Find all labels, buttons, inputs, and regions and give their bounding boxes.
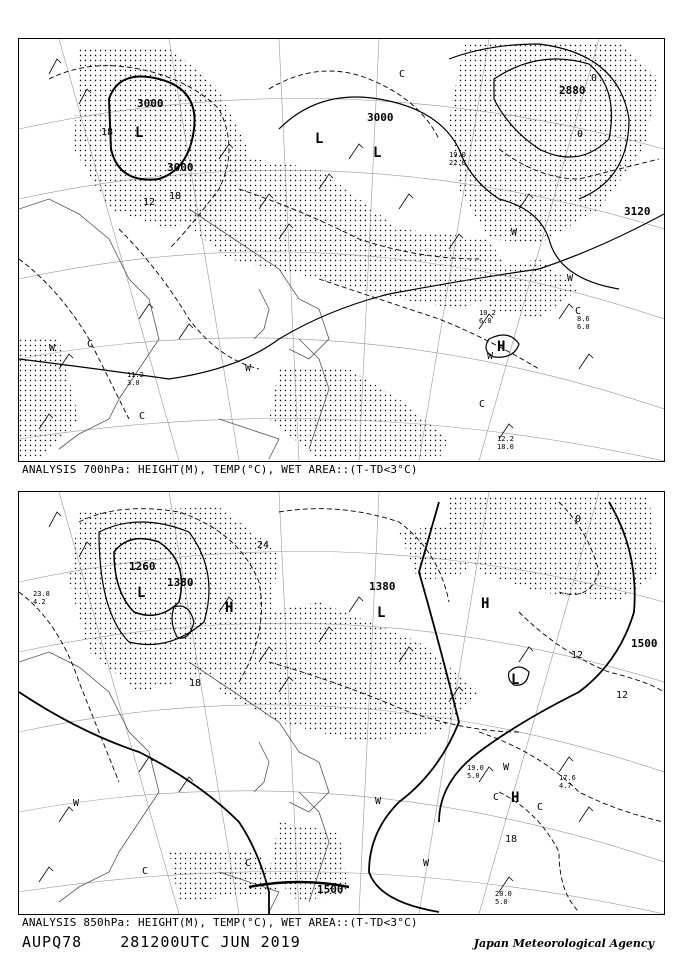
svg-text:C: C — [537, 802, 544, 813]
contour-label: 3120 — [624, 205, 651, 218]
svg-text:C: C — [399, 69, 406, 80]
contour-label: 3000 — [137, 97, 164, 110]
svg-text:C: C — [493, 792, 500, 803]
station-dewpoint: 4.2 — [33, 598, 46, 606]
svg-text:24: 24 — [257, 540, 270, 551]
bulletin-code: AUPQ78 — [22, 933, 83, 951]
contour-label: 1380 — [369, 580, 396, 593]
high-center: H — [225, 600, 234, 616]
svg-text:0: 0 — [591, 73, 598, 84]
svg-text:W: W — [423, 858, 430, 869]
station-temp: 17.6 — [559, 774, 576, 782]
chart-700hpa — [18, 38, 665, 462]
low-center: L — [135, 125, 144, 141]
station-temp: 19.0 — [449, 151, 466, 159]
svg-text:C: C — [245, 858, 252, 869]
low-center: L — [137, 585, 146, 601]
contour-label: 1380 — [167, 576, 194, 589]
contour-label: 1260 — [129, 560, 156, 573]
station-temp: 20.0 — [495, 890, 512, 898]
svg-text:C: C — [87, 339, 94, 350]
svg-text:W: W — [375, 796, 382, 807]
svg-text:W: W — [73, 798, 80, 809]
station-dewpoint: 5.0 — [495, 898, 508, 906]
wet-area-stipple — [19, 41, 659, 459]
svg-text:C: C — [142, 866, 149, 877]
svg-text:C: C — [479, 399, 486, 410]
svg-text:C: C — [575, 306, 582, 317]
svg-text:W: W — [245, 363, 252, 374]
contour-label: 3000 — [167, 161, 194, 174]
caption-850hpa: ANALYSIS 850hPa: HEIGHT(M), TEMP(°C), WET AREA::(T-TD<3°C) — [22, 916, 418, 929]
station-temp: 23.8 — [33, 590, 50, 598]
station-temp: 19.0 — [467, 764, 484, 772]
svg-text:12: 12 — [571, 650, 584, 661]
low-center: L — [373, 145, 382, 161]
svg-text:18: 18 — [505, 834, 518, 845]
chart-850hpa — [18, 491, 665, 915]
station-dewpoint: 5.0 — [467, 772, 480, 780]
station-dewpoint: 18.0 — [497, 443, 514, 451]
low-center: L — [315, 131, 324, 147]
contour-label: 2880 — [559, 84, 586, 97]
svg-text:18: 18 — [169, 191, 182, 202]
station-temp: 11.2 — [127, 371, 144, 379]
contour-label: 1500 — [631, 637, 658, 650]
svg-text:18: 18 — [189, 678, 202, 689]
station-temp: 8.6 — [577, 315, 590, 323]
svg-text:0: 0 — [577, 129, 584, 140]
station-dewpoint: 6.0 — [479, 317, 492, 325]
map-700hpa — [19, 39, 664, 461]
svg-text:0: 0 — [575, 514, 582, 525]
station-dewpoint: 3.0 — [127, 379, 140, 387]
high-center: H — [511, 790, 520, 806]
svg-text:W: W — [487, 351, 494, 362]
caption-700hpa: ANALYSIS 700hPa: HEIGHT(M), TEMP(°C), WET AREA::(T-TD<3°C) — [22, 463, 418, 476]
station-temp: 12.2 — [497, 435, 514, 443]
agency-name: Japan Meteorological Agency — [473, 937, 654, 950]
contour-label: 1500 — [317, 883, 344, 896]
station-temp: 10.2 — [479, 309, 496, 317]
analysis-datetime: 281200UTC JUN 2019 — [120, 933, 301, 951]
wet-area-stipple — [69, 497, 659, 902]
svg-text:C: C — [139, 411, 146, 422]
contour-label: 3000 — [367, 111, 394, 124]
high-center: H — [497, 339, 506, 355]
svg-text:12: 12 — [143, 197, 156, 208]
bulletin-header — [22, 933, 329, 951]
svg-text:18: 18 — [101, 127, 114, 138]
station-dewpoint: 22.0 — [449, 159, 466, 167]
high-center: H — [481, 596, 490, 612]
svg-text:W: W — [49, 343, 56, 354]
station-dewpoint: 4.7 — [559, 782, 572, 790]
map-850hpa — [19, 492, 664, 914]
svg-text:W: W — [567, 273, 574, 284]
low-center: L — [511, 672, 520, 688]
svg-text:12: 12 — [616, 690, 629, 701]
svg-text:W: W — [503, 762, 510, 773]
low-center: L — [377, 605, 386, 621]
svg-text:W: W — [511, 227, 518, 238]
station-dewpoint: 6.0 — [577, 323, 590, 331]
